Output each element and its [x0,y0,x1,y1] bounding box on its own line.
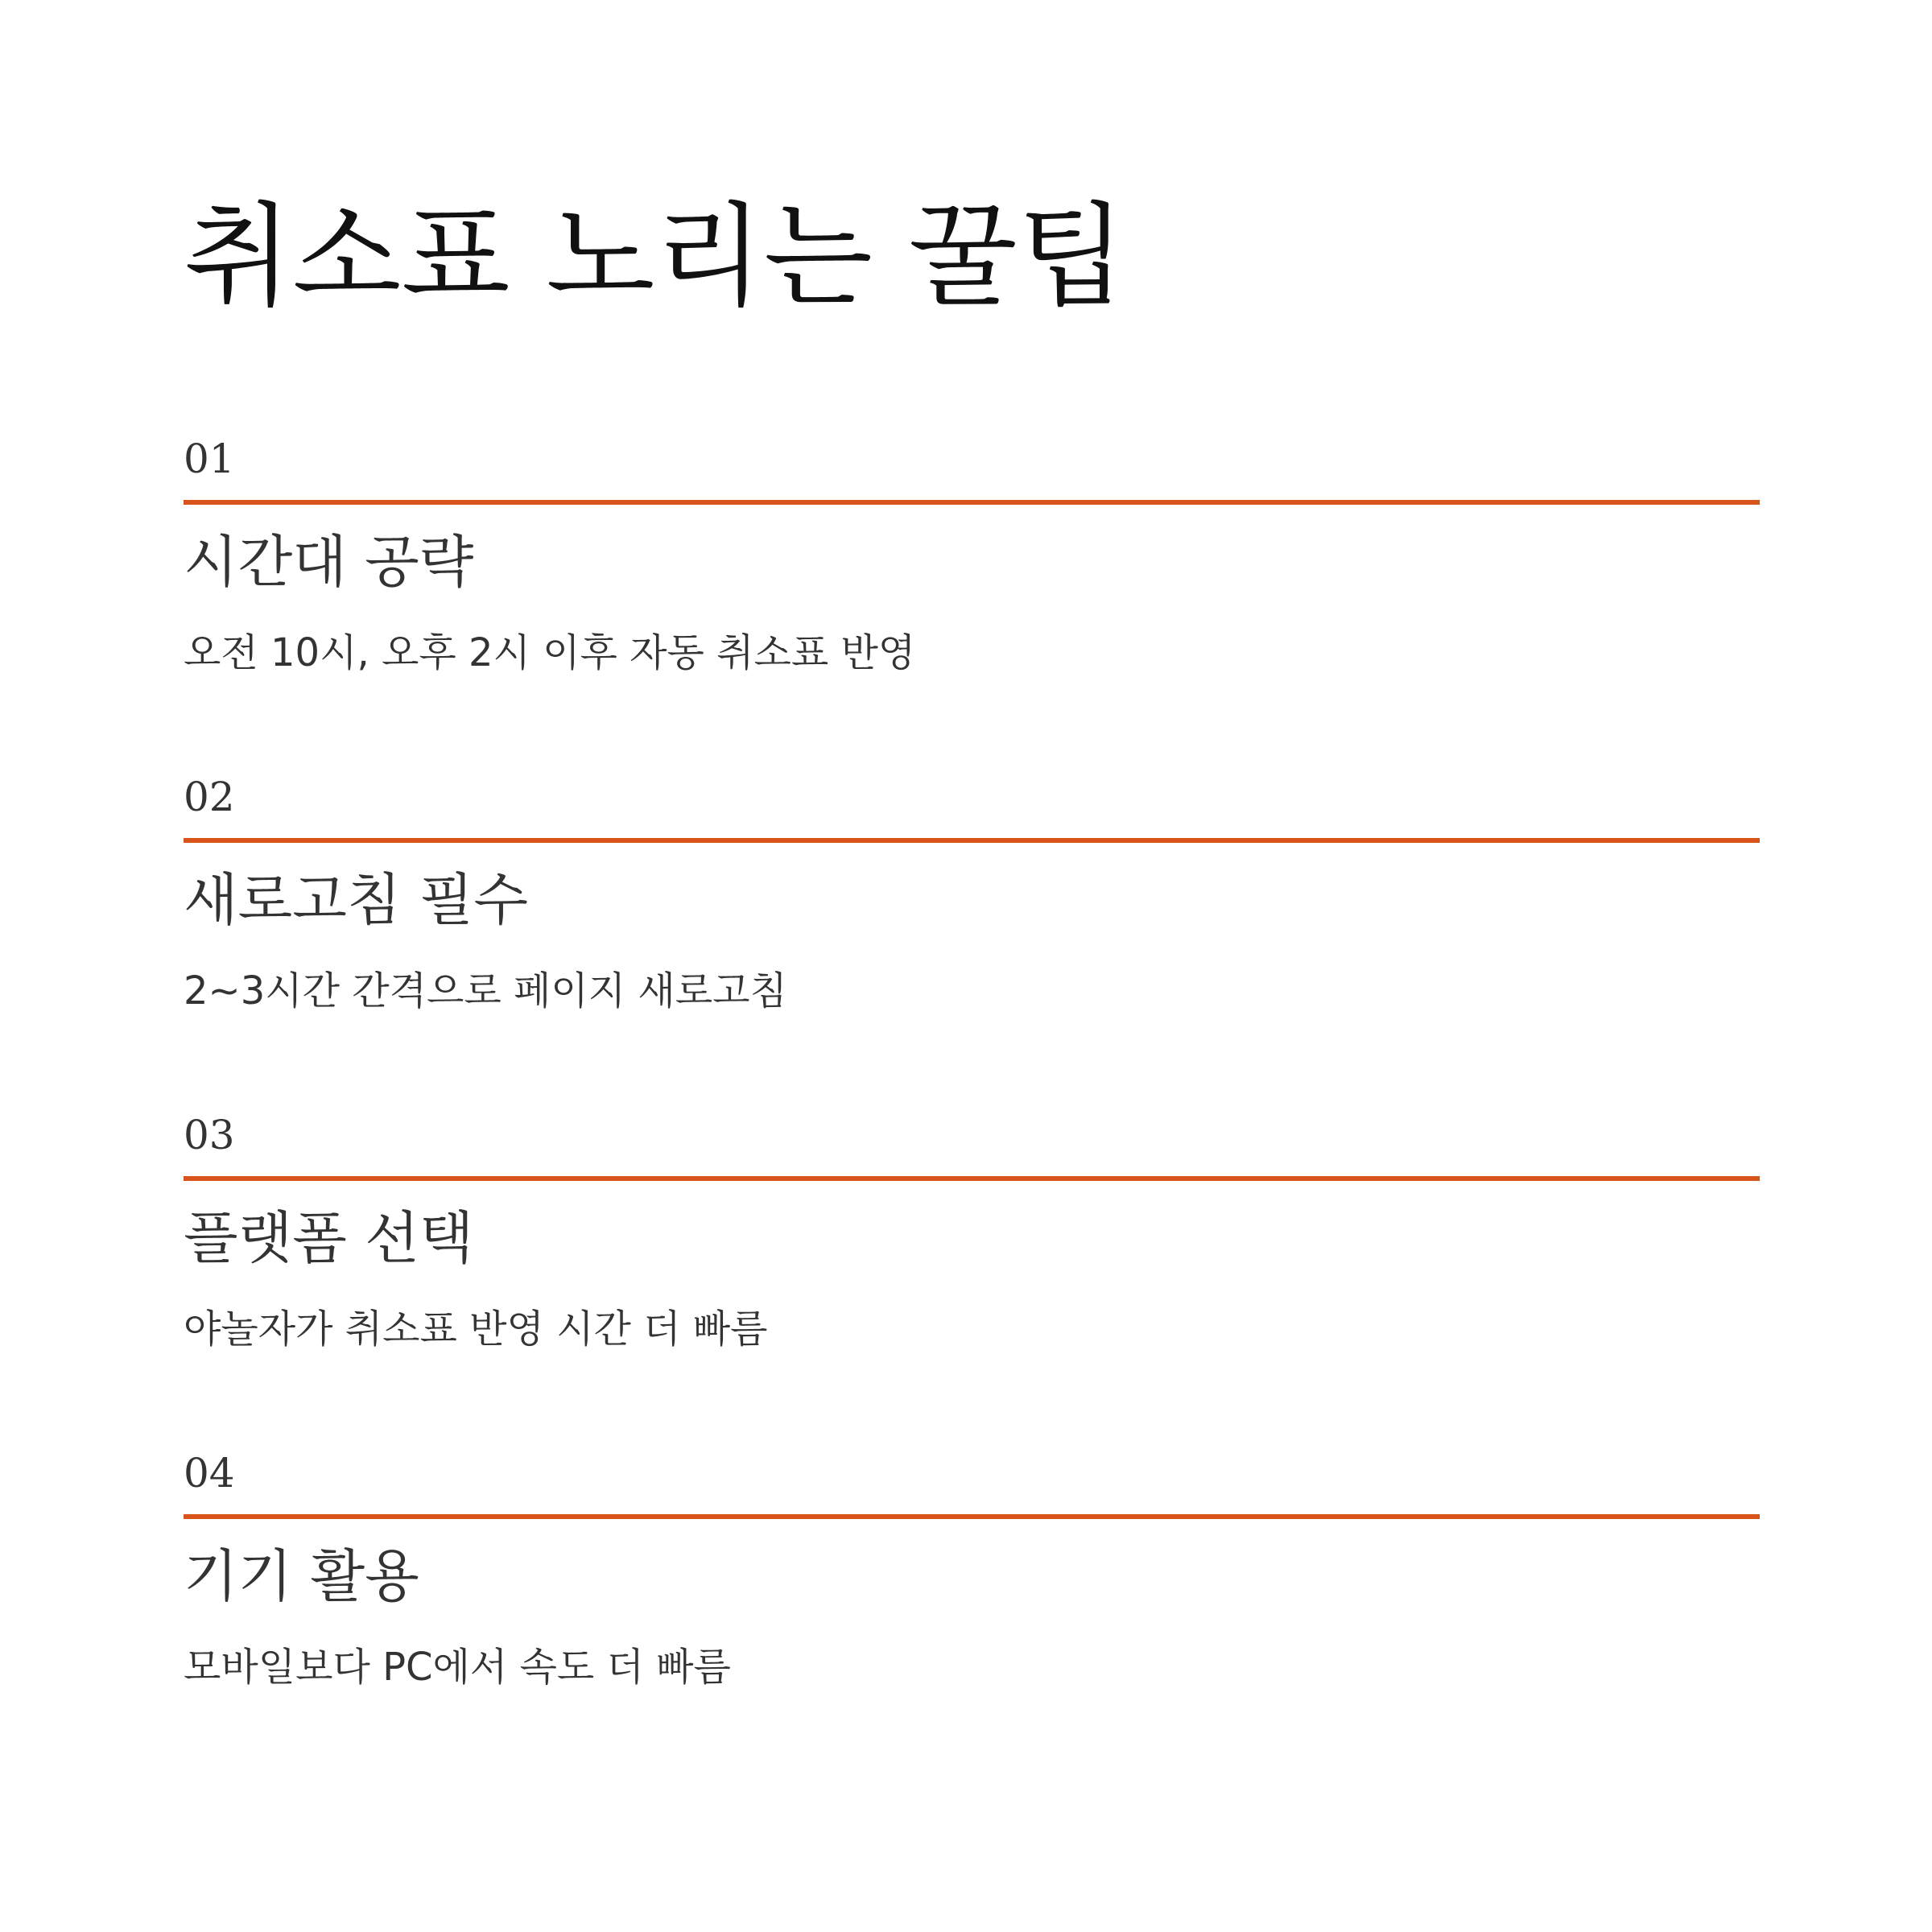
tip-description: 오전 10시, 오후 2시 이후 자동 취소표 반영 [184,630,916,675]
tip-heading: 기기 활용 [184,1543,419,1609]
tip-heading: 플랫폼 선택 [184,1205,474,1271]
tip-heading: 시간대 공략 [184,529,474,595]
tip-description: 2~3시간 간격으로 페이지 새로고침 [184,968,787,1013]
tip-divider [184,500,1760,505]
tip-divider [184,1514,1760,1519]
tip-number: 02 [184,774,235,820]
tip-divider [184,1176,1760,1181]
tip-number: 03 [184,1112,235,1158]
tip-number: 04 [184,1450,235,1496]
tip-description: 모바일보다 PC에서 속도 더 빠름 [184,1645,731,1690]
tip-description: 야놀자가 취소표 반영 시간 더 빠름 [184,1307,768,1352]
tip-divider [184,838,1760,843]
tip-heading: 새로고침 필수 [184,867,528,933]
tip-number: 01 [184,436,235,482]
page-title: 취소표 노리는 꿀팁 [184,192,1126,323]
